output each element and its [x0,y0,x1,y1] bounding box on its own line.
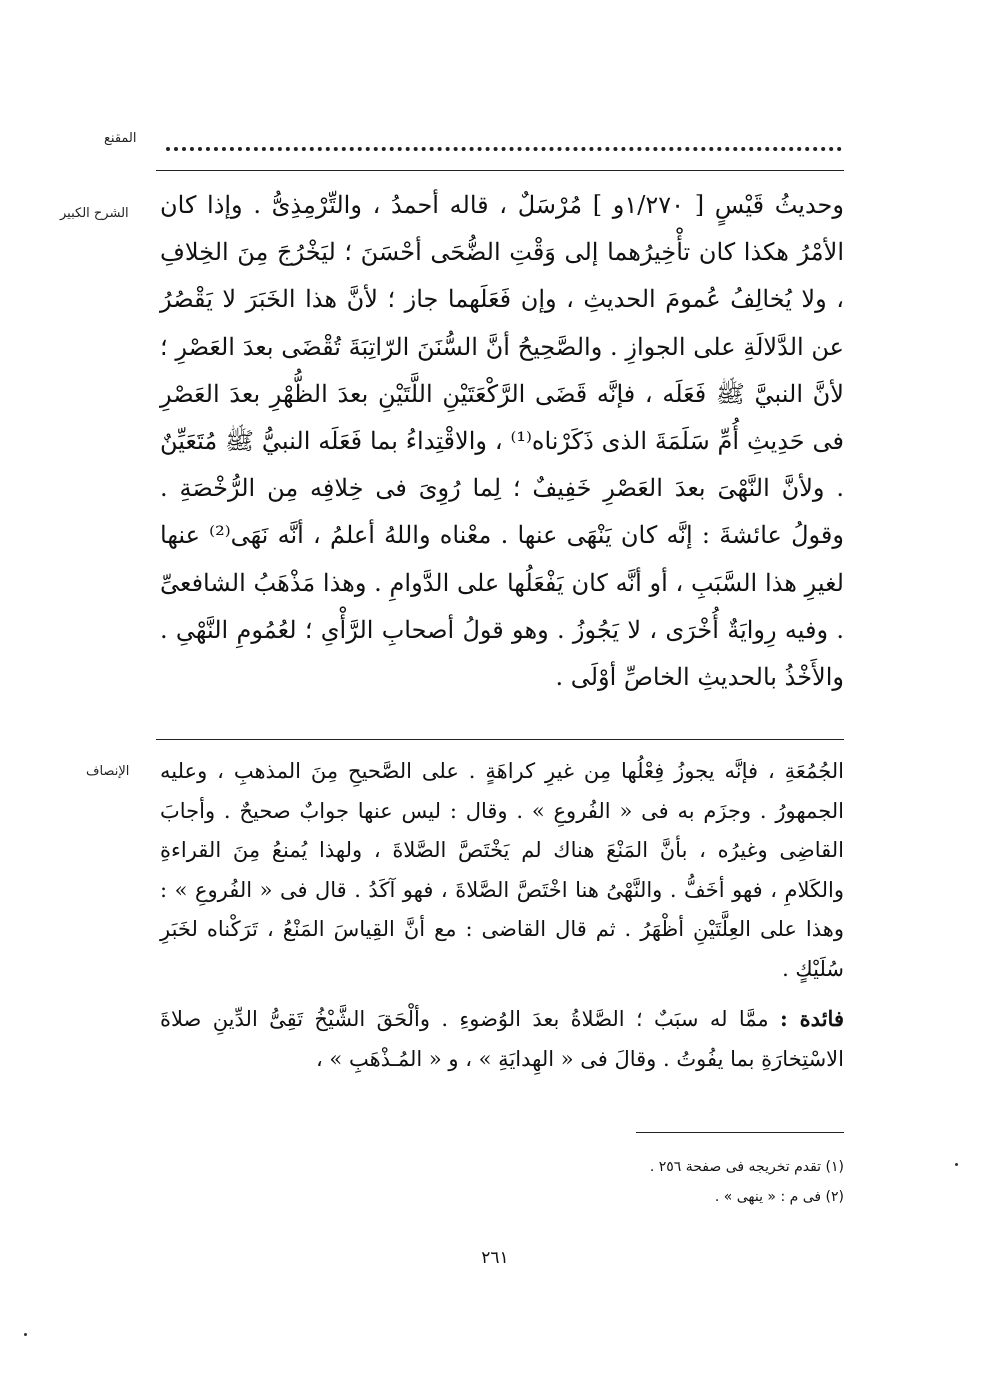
sharh-text-block [160,182,844,701]
insaf-top-rule [156,739,844,740]
faida-text: ممَّا له سبَبٌ ؛ الصَّلاةُ بعدَ الوُضوءِ . وألْحَقَ الشَّيْخُ تَقِىُّ الدِّينِ صلاةَ الاسْتِخارَةِ بما يفُوتُ . وقالَ فى « الهِدايَةِ » ، و « المُـذْهَبِ » ، [160,1007,844,1071]
insaf-text-block [160,752,844,1079]
faida-paragraph [160,999,844,1079]
insaf-label: الإنصاف [86,764,130,779]
footnote-2: (٢) فى م : « ينهى » . [714,1189,844,1205]
footnotes [344,1152,844,1212]
sharh-paragraph: وحديثُ قَيْسٍ [ ١/٢٧٠و ] مُرْسَلٌ ، قاله أحمدُ ، والتِّرْمِذِىُّ . وإذا كان الأمْرُ هكذا كان تأْخِيرُهما إلى وَقْتِ الضُّحَى أحْسَنَ ؛ ليَخْرُجَ مِنَ الخِلافِ ، ولا يُخالِفُ عُمومَ الحديثِ ، وإن فَعَلَهما جاز ؛ لأنَّ هذا الخَبَرَ لا يَقْصُرُ عن الدَّلالَةِ على الجوازِ . والصَّحِيحُ أنَّ السُّنَنَ الرّاتِبَةَ تُقْضَى بعدَ العَصْرِ ؛ لأنَّ النبيَّ ﷺ فَعَلَه ، فإنَّه قَضَى الرَّكْعَتَيْنِ اللَّتَيْنِ بعدَ الظُّهْرِ بعدَ العَصْرِ فى حَدِيثِ أُمِّ سَلَمَةَ الذى ذَكَرْناه⁽¹⁾ ، والاقْتِداءُ بما فَعَلَه النبيُّ ﷺ مُتَعَيِّنٌ . ولأنَّ النَّهْىَ بعدَ العَصْرِ خَفِيفٌ ؛ لِما رُوِىَ فى خِلافِه مِن الرُّخْصَةِ . وقولُ عائشةَ : إنَّه كان يَنْهَى عنها . معْناه واللهُ أعلمُ ، أنَّه نَهَى⁽²⁾ عنها لغيرِ هذا السَّبَبِ ، أو أنَّه كان يَفْعَلُها على الدَّوامِ . وهذا مَذْهَبُ الشافعىِّ . وفيه رِوايَةٌ أُخْرَى ، لا يَجُوزُ . وهو قولُ أصحابِ الرَّأْىِ ؛ لعُمُومِ النَّهْىِ . والأَخْذُ بالحديثِ الخاصِّ أوْلَى . [160,191,844,692]
muqni-dotted-rule [166,147,842,151]
scan-speck [24,1333,27,1336]
sharh-label: الشرح الكبير [60,206,129,221]
sharh-top-rule [156,170,844,171]
page-number: ٢٦١ [481,1248,509,1268]
scan-speck [955,1163,958,1166]
faida-label: فائدة : [779,1006,844,1031]
muqni-label: المقنع [104,131,137,146]
footnote-rule [636,1132,844,1133]
insaf-paragraph: الجُمُعَةِ ، فإنَّه يجوزُ فِعْلُها مِن غيرِ كراهَةٍ . على الصَّحيحِ مِنَ المذهبِ ، وعليه الجمهورُ . وجزَم به فى « الفُروعِ » . وقال : ليس عنها جوابٌ صحيحٌ . وأجابَ القاضِى وغيرُه ، بأنَّ المَنْعَ هناك لم يَخْتَصَّ الصَّلاةَ ، ولهذا يُمنعُ مِنَ القراءةِ والكَلامِ ، فهو أخَفُّ . والنَّهْىُ هنا اخْتَصَّ الصَّلاةَ ، فهو آكَدُ . قال فى « الفُروعِ » : وهذا على العِلَّتَيْنِ أظْهَرُ . ثم قال القاضى : مع أنَّ القِياسَ المَنْعُ ، تَرَكْناه لخَبَرِ سُلَيْكٍ . [160,759,844,981]
footnote-1: (١) تقدم تخريجه فى صفحة ٢٥٦ . [649,1159,844,1175]
